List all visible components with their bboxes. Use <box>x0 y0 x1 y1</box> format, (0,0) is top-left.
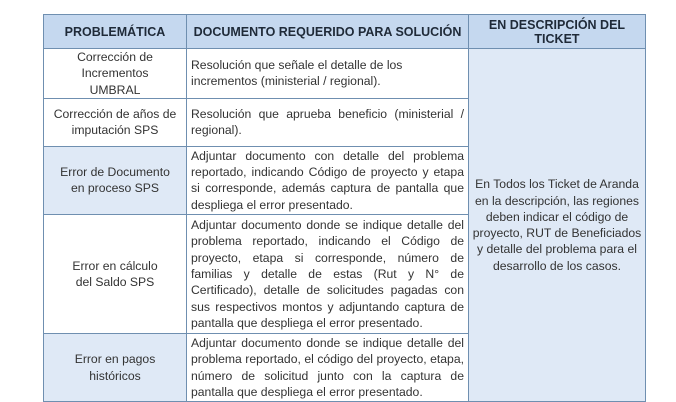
table-row <box>44 49 646 99</box>
document-cell <box>187 215 469 334</box>
problem-text: Error en pagos históricos <box>74 352 156 383</box>
document-text: Adjuntar documento con detalle del problema reportado, indicando Código de proyecto y etapa si corresponde, además captura de pantalla que despliega el error presentado. <box>191 148 464 212</box>
document-text: Adjuntar documento donde se indique detalle del problema reportado, el código del proyecto, etapa, número de solicitud junto con la captura de pantalla que despliega el error presentado. <box>191 336 464 399</box>
document-text: Adjuntar documento donde se indique detalle del problema reportado, indicando el Código de proyecto, etapa si corresponde, número de familias y detalle de estas (Rut y N° de Certificado), detalle de solicitudes pagadas con sus respectivos montos y adjuntando captura de pantalla que despliega el error presentado. <box>191 218 464 330</box>
header-problematica: PROBLEMÁTICA <box>44 15 187 49</box>
requirements-table <box>43 14 646 402</box>
problem-text: Corrección de Incrementos UMBRAL <box>77 50 153 97</box>
problem-text: Corrección de años de imputación SPS <box>53 107 177 138</box>
problem-cell <box>44 98 187 146</box>
problem-cell <box>44 49 187 99</box>
problem-cell <box>44 146 187 214</box>
problem-text: Error en cálculo del Saldo SPS <box>72 258 158 290</box>
document-text: Resolución que aprueba beneficio (ministerial / regional). <box>191 107 464 138</box>
header-documento: DOCUMENTO REQUERIDO PARA SOLUCIÓN <box>187 15 469 49</box>
problem-cell <box>44 334 187 402</box>
document-cell <box>187 334 469 402</box>
header-descripcion-ticket: EN DESCRIPCIÓN DEL TICKET <box>469 15 646 49</box>
ticket-description-text: En Todos los Ticket de Aranda en la descripción, las regiones deben indicar el código de proyecto, RUT de Beneficiados y detalle del problema para el desarrollo de los casos. <box>472 177 642 273</box>
problem-text: Error de Documento en proceso SPS <box>60 165 170 196</box>
header-row <box>44 15 646 49</box>
document-cell <box>187 146 469 214</box>
document-cell <box>187 49 469 99</box>
ticket-description-cell <box>469 49 646 402</box>
problem-cell <box>44 215 187 334</box>
document-text: Resolución que señale el detalle de los incrementos (ministerial / regional). <box>191 58 403 89</box>
document-cell <box>187 98 469 146</box>
